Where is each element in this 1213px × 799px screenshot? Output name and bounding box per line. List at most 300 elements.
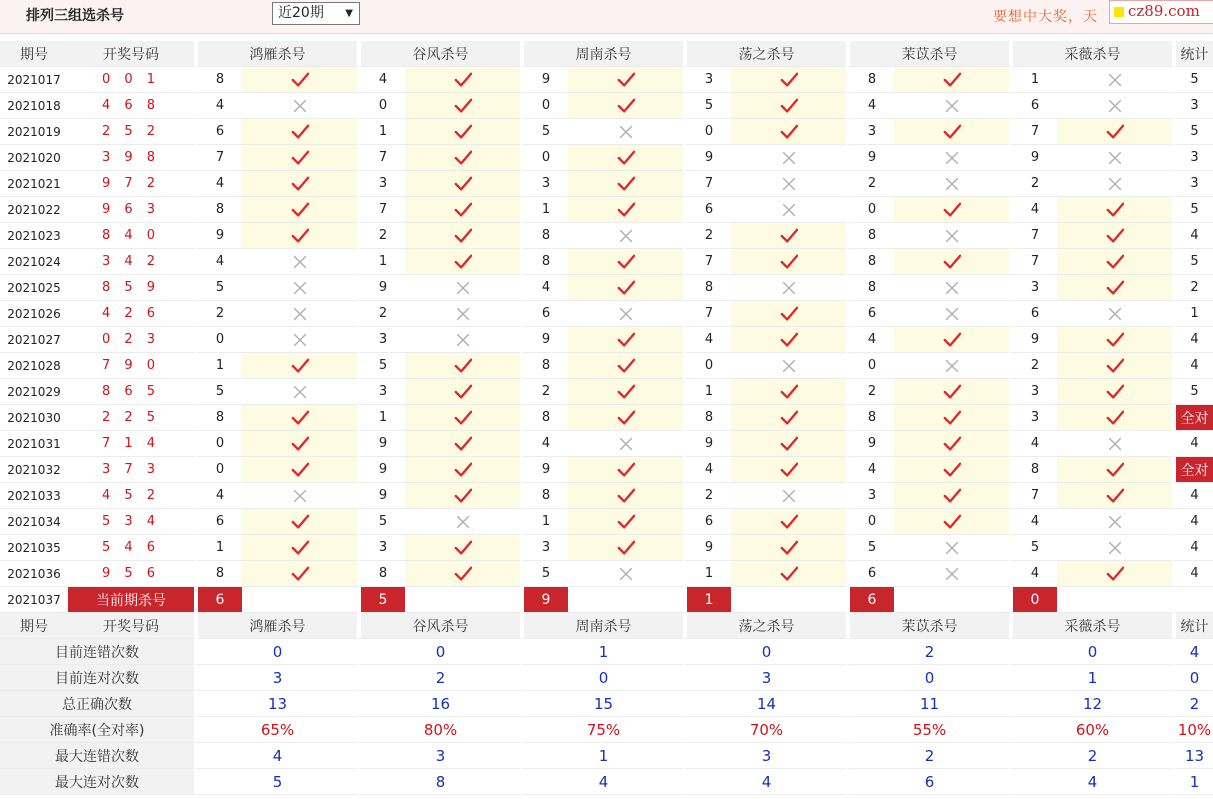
kill-number-cell: 8: [194, 197, 242, 223]
result-cell: [405, 223, 520, 249]
check-icon: [780, 71, 798, 89]
kill-number-cell: 4: [846, 93, 894, 119]
check-icon: [291, 565, 309, 583]
cross-icon: [780, 149, 798, 167]
kill-number-cell: 5: [194, 379, 242, 405]
check-icon: [291, 357, 309, 375]
count-cell: 4: [1172, 431, 1213, 457]
cross-icon: [291, 279, 309, 297]
stats-value: 3: [357, 743, 520, 769]
stats-label: 目前连对次数: [0, 665, 194, 691]
result-cell: [242, 119, 357, 145]
count-cell: 5: [1172, 249, 1213, 275]
check-icon: [943, 461, 961, 479]
period-cell: 2021018: [0, 93, 68, 119]
result-cell: [1057, 275, 1172, 301]
check-icon: [454, 149, 472, 167]
period-cell: 2021031: [0, 431, 68, 457]
result-cell: [894, 197, 1009, 223]
cross-icon: [780, 357, 798, 375]
result-cell: [731, 509, 846, 535]
kill-number-cell: 3: [357, 327, 405, 353]
stats-value: 75%: [520, 717, 683, 743]
check-icon: [943, 435, 961, 453]
draw-number-cell: 8 5 9: [68, 275, 194, 301]
result-cell: [894, 301, 1009, 327]
period-cell: 2021032: [0, 457, 68, 483]
table-row: [0, 171, 1213, 197]
result-cell: [568, 67, 683, 93]
cross-icon: [1106, 149, 1124, 167]
check-icon: [1106, 409, 1124, 427]
period-cell: 2021029: [0, 379, 68, 405]
kill-number-cell: 9: [846, 145, 894, 171]
kill-number-cell: 4: [846, 457, 894, 483]
stats-label: 目前连错次数: [0, 639, 194, 665]
kill-number-cell: 0: [846, 197, 894, 223]
stats-value: 4: [1009, 769, 1172, 795]
kill-number-cell: 8: [683, 275, 731, 301]
check-icon: [617, 71, 635, 89]
result-cell: [731, 275, 846, 301]
result-cell: [731, 67, 846, 93]
kill-number-cell: 0: [520, 145, 568, 171]
draw-number-cell: 9 6 3: [68, 197, 194, 223]
check-icon: [291, 513, 309, 531]
stats-value: 4: [520, 769, 683, 795]
result-cell: [568, 457, 683, 483]
table-row: [0, 223, 1213, 249]
column-header-count: 统计: [1172, 613, 1213, 639]
kill-number-cell: 5: [683, 93, 731, 119]
check-icon: [617, 383, 635, 401]
kill-number-cell: 6: [194, 509, 242, 535]
result-cell: [405, 535, 520, 561]
kill-number-cell: 9: [683, 431, 731, 457]
draw-number-cell: 0 0 1: [68, 67, 194, 93]
cross-icon: [943, 175, 961, 193]
check-icon: [943, 123, 961, 141]
check-icon: [1106, 201, 1124, 219]
check-icon: [780, 539, 798, 557]
cross-icon: [1106, 513, 1124, 531]
kill-number-cell: 4: [1009, 509, 1057, 535]
result-cell: [568, 275, 683, 301]
check-icon: [943, 409, 961, 427]
result-cell: [568, 353, 683, 379]
kill-number-cell: 2: [1009, 171, 1057, 197]
kill-number-cell: 9: [357, 483, 405, 509]
stats-value: 55%: [846, 717, 1009, 743]
check-icon: [780, 331, 798, 349]
kill-number-cell: 0: [520, 93, 568, 119]
result-cell: [405, 249, 520, 275]
check-icon: [454, 227, 472, 245]
kill-number-cell: 7: [357, 145, 405, 171]
result-cell: [894, 119, 1009, 145]
stats-total: 4: [1172, 639, 1213, 665]
result-cell: [568, 249, 683, 275]
result-cell: [894, 327, 1009, 353]
cross-icon: [1106, 97, 1124, 115]
result-cell: [242, 483, 357, 509]
stats-value: 12: [1009, 691, 1172, 717]
table-row: [0, 509, 1213, 535]
period-range-select[interactable]: [272, 2, 360, 25]
kill-number-cell: 4: [357, 67, 405, 93]
column-header-expert: 荡之杀号: [683, 613, 846, 639]
column-header-draw: 开奖号码: [68, 613, 194, 639]
kill-number-cell: 5: [357, 509, 405, 535]
result-cell: [405, 301, 520, 327]
column-header-draw: 开奖号码: [68, 41, 194, 67]
current-kill-number: 0: [1009, 587, 1057, 613]
draw-number-cell: 4 5 2: [68, 483, 194, 509]
count-cell: 4: [1172, 327, 1213, 353]
result-cell: [1057, 171, 1172, 197]
kill-number-cell: 6: [683, 197, 731, 223]
kill-number-cell: 0: [357, 93, 405, 119]
stats-row: [0, 743, 1213, 769]
kill-number-cell: 1: [357, 119, 405, 145]
period-cell: 2021036: [0, 561, 68, 587]
check-icon: [291, 435, 309, 453]
check-icon: [1106, 383, 1124, 401]
kill-number-cell: 8: [194, 67, 242, 93]
result-cell: [731, 483, 846, 509]
result-cell: [1057, 561, 1172, 587]
count-cell: 5: [1172, 379, 1213, 405]
check-icon: [780, 461, 798, 479]
kill-number-cell: 4: [520, 431, 568, 457]
check-icon: [943, 513, 961, 531]
kill-number-cell: 0: [194, 457, 242, 483]
kill-number-cell: 1: [520, 197, 568, 223]
count-cell: 4: [1172, 535, 1213, 561]
cross-icon: [943, 227, 961, 245]
table-row: [0, 275, 1213, 301]
stats-value: 16: [357, 691, 520, 717]
column-header-count: 统计: [1172, 41, 1213, 67]
result-cell: [405, 67, 520, 93]
cross-icon: [943, 539, 961, 557]
cross-icon: [780, 487, 798, 505]
logo-square-icon: [1114, 7, 1124, 17]
cross-icon: [943, 97, 961, 115]
kill-number-cell: 1: [683, 379, 731, 405]
result-cell: [568, 379, 683, 405]
check-icon: [291, 409, 309, 427]
kill-number-cell: 9: [357, 275, 405, 301]
draw-number-cell: 2 5 2: [68, 119, 194, 145]
period-cell: 2021035: [0, 535, 68, 561]
result-cell: [568, 145, 683, 171]
check-icon: [454, 409, 472, 427]
page-title: 排列三组选杀号: [26, 8, 124, 24]
result-cell: [894, 145, 1009, 171]
result-cell: [568, 197, 683, 223]
cross-icon: [291, 305, 309, 323]
count-cell: 5: [1172, 67, 1213, 93]
check-icon: [617, 513, 635, 531]
check-icon: [617, 201, 635, 219]
check-icon: [291, 149, 309, 167]
table-row: [0, 405, 1213, 431]
kill-number-cell: 2: [683, 483, 731, 509]
check-icon: [454, 461, 472, 479]
table-row: [0, 431, 1213, 457]
period-range-value: 近20期: [278, 5, 324, 21]
kill-number-cell: 3: [846, 119, 894, 145]
check-icon: [454, 175, 472, 193]
kill-number-cell: 0: [683, 353, 731, 379]
stats-total: 2: [1172, 691, 1213, 717]
kill-number-cell: 1: [194, 353, 242, 379]
kill-number-cell: 3: [357, 535, 405, 561]
stats-row: [0, 639, 1213, 665]
check-icon: [1106, 331, 1124, 349]
result-cell: [568, 171, 683, 197]
stats-value: 0: [194, 639, 357, 665]
stats-value: 0: [846, 665, 1009, 691]
kill-number-cell: 8: [1009, 457, 1057, 483]
column-header-expert: 采薇杀号: [1009, 613, 1172, 639]
column-header-row: [0, 613, 1213, 639]
stats-value: 60%: [1009, 717, 1172, 743]
result-cell: [568, 561, 683, 587]
result-cell: [1057, 483, 1172, 509]
all-correct-badge: 全对: [1172, 405, 1213, 431]
stats-value: 1: [520, 639, 683, 665]
kill-number-cell: 8: [846, 275, 894, 301]
result-cell: [1057, 93, 1172, 119]
kill-number-cell: 2: [1009, 353, 1057, 379]
empty-cell: [405, 587, 520, 613]
kill-number-cell: 6: [846, 561, 894, 587]
result-cell: [731, 353, 846, 379]
result-cell: [731, 93, 846, 119]
result-cell: [242, 249, 357, 275]
check-icon: [291, 71, 309, 89]
check-icon: [291, 461, 309, 479]
cross-icon: [943, 279, 961, 297]
table-row: [0, 561, 1213, 587]
result-cell: [242, 301, 357, 327]
kill-number-cell: 0: [846, 509, 894, 535]
result-cell: [242, 431, 357, 457]
check-icon: [454, 71, 472, 89]
stats-value: 3: [683, 743, 846, 769]
current-kill-number: 9: [520, 587, 568, 613]
result-cell: [731, 457, 846, 483]
result-cell: [405, 197, 520, 223]
result-cell: [1057, 353, 1172, 379]
check-icon: [1106, 357, 1124, 375]
result-cell: [242, 171, 357, 197]
empty-cell: [568, 587, 683, 613]
check-icon: [617, 357, 635, 375]
check-icon: [454, 97, 472, 115]
draw-number-cell: 5 4 6: [68, 535, 194, 561]
kill-number-cell: 8: [194, 405, 242, 431]
check-icon: [617, 279, 635, 297]
stats-value: 2: [1009, 743, 1172, 769]
cross-icon: [617, 305, 635, 323]
result-cell: [894, 561, 1009, 587]
draw-number-cell: 8 4 0: [68, 223, 194, 249]
stats-value: 6: [846, 769, 1009, 795]
kill-number-cell: 5: [520, 119, 568, 145]
period-cell: 2021025: [0, 275, 68, 301]
kill-number-cell: 4: [194, 93, 242, 119]
stats-value: 0: [520, 665, 683, 691]
result-cell: [1057, 119, 1172, 145]
count-cell: 4: [1172, 223, 1213, 249]
stats-total: 1: [1172, 769, 1213, 795]
draw-number-cell: 4 6 8: [68, 93, 194, 119]
draw-number-cell: 0 2 3: [68, 327, 194, 353]
column-header-expert: 周南杀号: [520, 41, 683, 67]
result-cell: [1057, 431, 1172, 457]
kill-number-cell: 4: [683, 457, 731, 483]
result-cell: [894, 379, 1009, 405]
cross-icon: [943, 305, 961, 323]
result-cell: [1057, 509, 1172, 535]
result-cell: [405, 457, 520, 483]
table-row: [0, 67, 1213, 93]
draw-number-cell: 7 9 0: [68, 353, 194, 379]
kill-number-cell: 9: [357, 431, 405, 457]
result-cell: [731, 327, 846, 353]
stats-value: 0: [357, 639, 520, 665]
column-header-row: [0, 41, 1213, 67]
kill-number-cell: 5: [357, 353, 405, 379]
kill-number-cell: 8: [846, 67, 894, 93]
empty-cell: [242, 587, 357, 613]
check-icon: [780, 383, 798, 401]
check-icon: [454, 383, 472, 401]
kill-number-cell: 8: [520, 405, 568, 431]
result-cell: [731, 431, 846, 457]
check-icon: [780, 97, 798, 115]
cross-icon: [617, 565, 635, 583]
kill-number-cell: 3: [520, 535, 568, 561]
current-kill-label: 当前期杀号: [68, 587, 194, 613]
check-icon: [1106, 123, 1124, 141]
check-icon: [943, 487, 961, 505]
check-icon: [454, 253, 472, 271]
result-cell: [894, 405, 1009, 431]
kill-number-cell: 4: [1009, 197, 1057, 223]
result-cell: [731, 223, 846, 249]
check-icon: [617, 461, 635, 479]
top-bar: [0, 0, 1213, 34]
stats-value: 2: [357, 665, 520, 691]
result-cell: [405, 119, 520, 145]
check-icon: [454, 357, 472, 375]
stats-total: 0: [1172, 665, 1213, 691]
check-icon: [1106, 227, 1124, 245]
result-cell: [1057, 405, 1172, 431]
current-kill-number: 1: [683, 587, 731, 613]
kill-number-cell: 8: [520, 223, 568, 249]
stats-row: [0, 769, 1213, 795]
kill-number-cell: 4: [1009, 561, 1057, 587]
result-cell: [242, 197, 357, 223]
kill-number-cell: 3: [1009, 379, 1057, 405]
column-header-expert: 荡之杀号: [683, 41, 846, 67]
check-icon: [943, 253, 961, 271]
cross-icon: [1106, 71, 1124, 89]
kill-number-cell: 7: [683, 249, 731, 275]
cross-icon: [780, 175, 798, 193]
draw-number-cell: 3 4 2: [68, 249, 194, 275]
check-icon: [617, 409, 635, 427]
check-icon: [291, 123, 309, 141]
result-cell: [242, 535, 357, 561]
check-icon: [617, 539, 635, 557]
result-cell: [242, 145, 357, 171]
table-row: [0, 301, 1213, 327]
kill-number-cell: 7: [1009, 483, 1057, 509]
result-cell: [1057, 535, 1172, 561]
column-header-expert: 谷风杀号: [357, 41, 520, 67]
draw-number-cell: 3 9 8: [68, 145, 194, 171]
stats-value: 2: [846, 639, 1009, 665]
kill-number-cell: 9: [520, 67, 568, 93]
cross-icon: [291, 97, 309, 115]
kill-number-cell: 9: [357, 457, 405, 483]
result-cell: [568, 327, 683, 353]
check-icon: [780, 227, 798, 245]
result-cell: [731, 535, 846, 561]
site-logo[interactable]: [1109, 0, 1213, 24]
stats-value: 14: [683, 691, 846, 717]
stats-value: 11: [846, 691, 1009, 717]
current-period-cell: 2021037: [0, 587, 68, 613]
check-icon: [617, 149, 635, 167]
result-cell: [405, 327, 520, 353]
empty-cell: [894, 587, 1009, 613]
result-cell: [242, 561, 357, 587]
cross-icon: [1106, 435, 1124, 453]
kill-number-cell: 4: [194, 483, 242, 509]
check-icon: [780, 513, 798, 531]
kill-number-cell: 2: [683, 223, 731, 249]
cross-icon: [1106, 305, 1124, 323]
kill-number-cell: 1: [1009, 67, 1057, 93]
stats-row: [0, 691, 1213, 717]
kill-number-cell: 9: [1009, 327, 1057, 353]
draw-number-cell: 9 5 6: [68, 561, 194, 587]
result-cell: [405, 145, 520, 171]
kill-number-cell: 3: [1009, 405, 1057, 431]
check-icon: [780, 409, 798, 427]
kill-number-cell: 9: [1009, 145, 1057, 171]
kill-number-cell: 6: [194, 119, 242, 145]
check-icon: [780, 305, 798, 323]
kill-number-cell: 7: [194, 145, 242, 171]
check-icon: [454, 123, 472, 141]
kill-number-cell: 6: [846, 301, 894, 327]
kill-number-cell: 9: [846, 431, 894, 457]
stats-label: 总正确次数: [0, 691, 194, 717]
result-cell: [894, 249, 1009, 275]
count-cell: 1: [1172, 301, 1213, 327]
kill-number-cell: 9: [520, 327, 568, 353]
empty-cell: [1057, 587, 1172, 613]
empty-cell: [1172, 587, 1213, 613]
